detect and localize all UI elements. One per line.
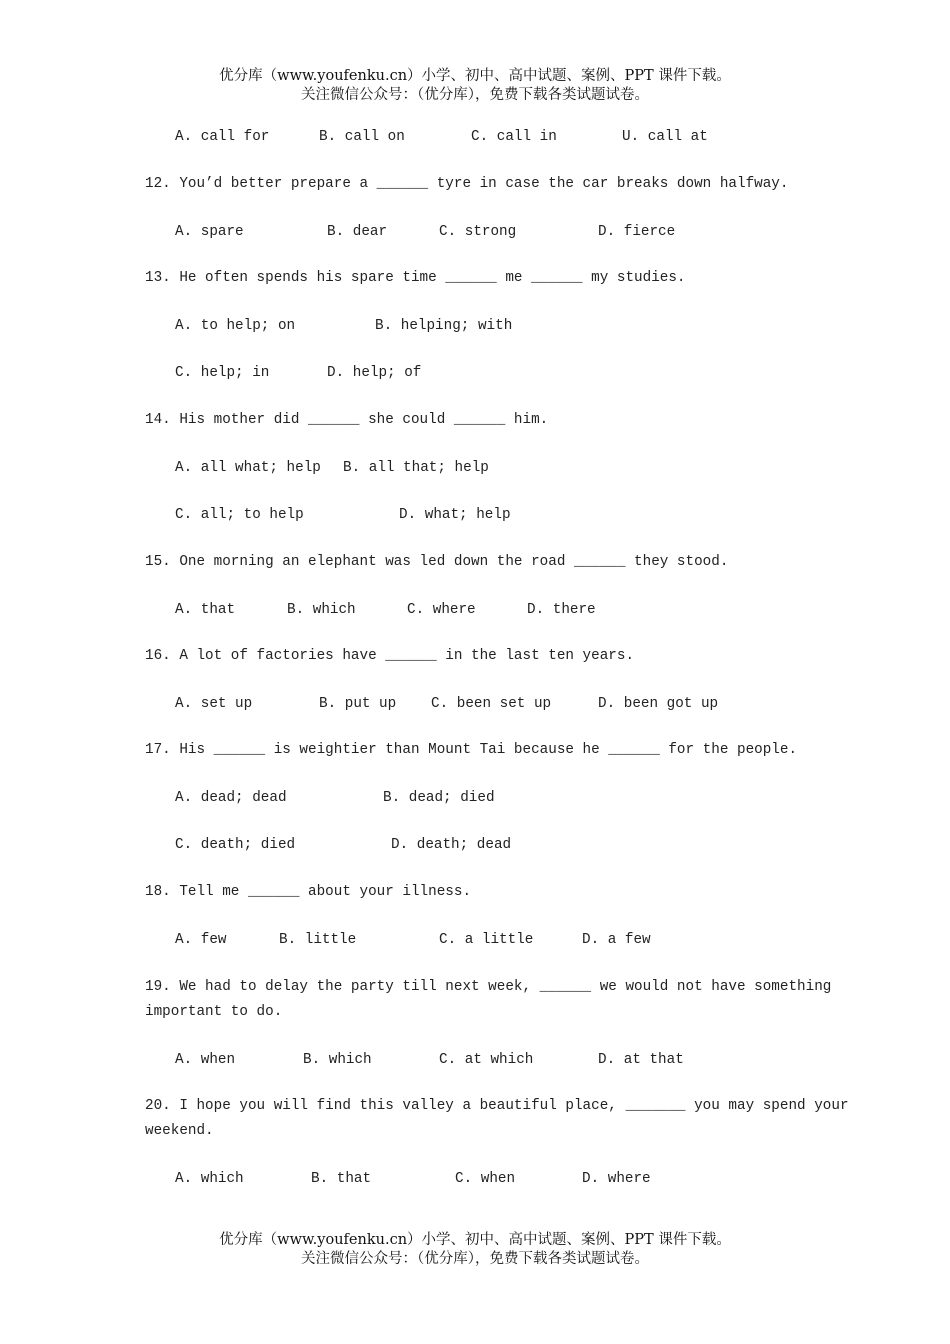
option-a: A. when xyxy=(175,1052,236,1068)
option-a: A. call for xyxy=(175,129,270,145)
option-c: C. where xyxy=(407,602,476,618)
option-b: B. which xyxy=(303,1052,372,1068)
option-d: D. death; dead xyxy=(391,837,512,853)
option-c: C. all; to help xyxy=(175,507,304,523)
option-c: C. call in xyxy=(471,129,557,145)
question-13: 13. He often spends his spare time ______ me ______ my studies. xyxy=(145,270,686,286)
option-d: D. fierce xyxy=(598,224,676,240)
option-d: D. help; of xyxy=(327,365,422,381)
option-d: D. there xyxy=(527,602,596,618)
option-d: D. where xyxy=(582,1171,651,1187)
option-b: B. which xyxy=(287,602,356,618)
question-16: 16. A lot of factories have ______ in the last ten years. xyxy=(145,648,635,664)
option-d: U. call at xyxy=(622,129,708,145)
option-c: C. at which xyxy=(439,1052,534,1068)
page-footer xyxy=(0,1231,950,1269)
option-a: A. that xyxy=(175,602,236,618)
footer-line-1: 优分库（www.youfenku.cn）小学、初中、高中试题、案例、PPT 课件下载。 xyxy=(219,1232,731,1248)
header-line-1: 优分库（www.youfenku.cn）小学、初中、高中试题、案例、PPT 课件下载。 xyxy=(219,68,731,84)
option-b: B. that xyxy=(311,1171,372,1187)
option-c: C. help; in xyxy=(175,365,270,381)
option-c: C. when xyxy=(455,1171,516,1187)
question-17: 17. His ______ is weightier than Mount Tai because he ______ for the people. xyxy=(145,742,798,758)
option-c: C. a little xyxy=(439,932,534,948)
question-12: 12. You’d better prepare a ______ tyre in case the car breaks down halfway. xyxy=(145,176,789,192)
question-19-line-2: important to do. xyxy=(145,1004,283,1020)
option-a: A. few xyxy=(175,932,227,948)
page-header xyxy=(0,67,950,105)
question-20 xyxy=(145,1094,849,1144)
header-line-2: 关注微信公众号：（优分库），免费下载各类试题试卷。 xyxy=(301,87,649,103)
option-d: D. a few xyxy=(582,932,651,948)
option-b: B. put up xyxy=(319,696,397,712)
option-d: D. at that xyxy=(598,1052,684,1068)
question-20-line-1: 20. I hope you will find this valley a beautiful place, _______ you may spend your xyxy=(145,1098,849,1114)
option-c: C. been set up xyxy=(431,696,552,712)
option-a: A. spare xyxy=(175,224,244,240)
question-14: 14. His mother did ______ she could ______ him. xyxy=(145,412,549,428)
question-18: 18. Tell me ______ about your illness. xyxy=(145,884,472,900)
option-b: B. helping; with xyxy=(375,318,513,334)
question-20-line-2: weekend. xyxy=(145,1123,214,1139)
footer-line-2: 关注微信公众号：（优分库），免费下载各类试题试卷。 xyxy=(301,1251,649,1267)
option-a: A. dead; dead xyxy=(175,790,287,806)
option-b: B. all that; help xyxy=(343,460,489,476)
option-a: A. which xyxy=(175,1171,244,1187)
question-19 xyxy=(145,975,831,1025)
option-d: D. been got up xyxy=(598,696,719,712)
option-a: A. to help; on xyxy=(175,318,296,334)
option-d: D. what; help xyxy=(399,507,511,523)
option-a: A. all what; help xyxy=(175,460,321,476)
option-b: B. call on xyxy=(319,129,405,145)
option-c: C. strong xyxy=(439,224,517,240)
option-b: B. dead; died xyxy=(383,790,495,806)
question-19-line-1: 19. We had to delay the party till next week, ______ we would not have something xyxy=(145,979,832,995)
option-a: A. set up xyxy=(175,696,253,712)
option-c: C. death; died xyxy=(175,837,296,853)
question-15: 15. One morning an elephant was led down the road ______ they stood. xyxy=(145,554,729,570)
option-b: B. dear xyxy=(327,224,388,240)
option-b: B. little xyxy=(279,932,357,948)
